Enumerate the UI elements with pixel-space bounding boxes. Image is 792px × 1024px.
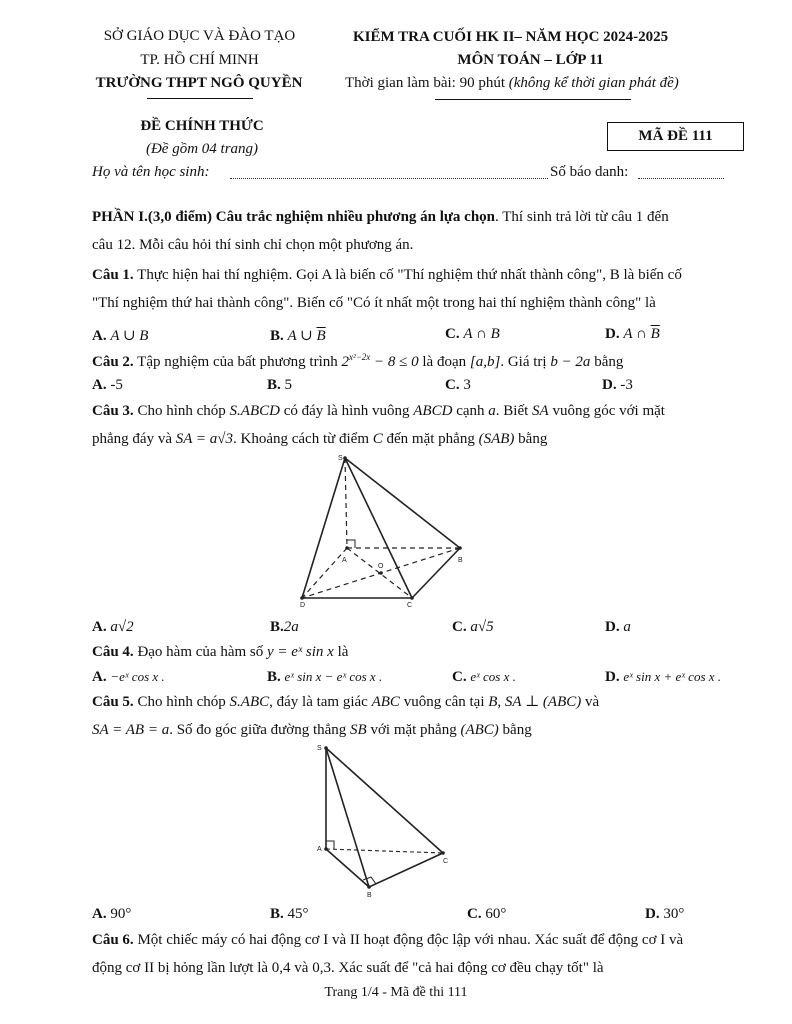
question-3: Câu 3. Cho hình chóp S.ABCD có đáy là hình vuông ABCD cạnh a. Biết SA vuông góc với mặt phẳng đáy và SA = a√3. Khoảng cách từ điểm C đến mặt phẳng (SAB) bằng (92, 403, 665, 447)
label-c: C (443, 858, 449, 865)
label-o: O (378, 563, 384, 570)
q4-option-c[interactable]: C. eˣ cos x . (452, 669, 516, 685)
q1-option-c[interactable]: C. A ∩ B (445, 326, 500, 342)
label-b: B (367, 892, 372, 899)
label-a: A (317, 846, 322, 853)
q5-option-b[interactable]: B. 45° (270, 906, 309, 922)
label-s: S (317, 745, 322, 752)
edge-sc (345, 458, 412, 598)
q4-option-a[interactable]: A. −eˣ cos x . (92, 669, 165, 685)
exam-code: MÃ ĐỀ 111 (638, 128, 713, 144)
q2-option-d[interactable]: D. -3 (602, 377, 633, 393)
header-right-rule (435, 99, 631, 100)
q5-option-c[interactable]: C. 60° (467, 906, 507, 922)
student-name-label: Họ và tên học sinh: (92, 164, 210, 180)
label-c: C (407, 602, 413, 609)
edge-sc (326, 748, 443, 853)
student-name-field[interactable] (230, 178, 548, 179)
q3-option-a[interactable]: A. a√2 (92, 619, 134, 635)
q1-option-d[interactable]: D. A ∩ $\overline{B}$ (605, 326, 660, 342)
q5-pyramid-figure (310, 740, 455, 900)
edge-sa (345, 458, 347, 548)
city-name: TP. HỒ CHÍ MINH (140, 52, 259, 68)
q5-option-d[interactable]: D. 30° (645, 906, 685, 922)
time-line: Thời gian làm bài: 90 phút (không kể thời gian phát đề) (345, 75, 679, 91)
question-6: Câu 6. Một chiếc máy có hai động cơ I và II hoạt động độc lập với nhau. Xác suất để động cơ I và động cơ II bị hỏng lần lượt là 0,4 và 0,3. Xác suất để "cả hai động cơ đều chạy tốt" là (92, 932, 684, 976)
edge-ac (326, 849, 443, 853)
edge-sb (345, 458, 460, 548)
student-id-field[interactable] (638, 178, 724, 179)
q5-option-a[interactable]: A. 90° (92, 906, 132, 922)
edge-sb (326, 748, 369, 887)
question-5: Câu 5. Cho hình chóp S.ABC, đáy là tam giác ABC vuông cân tại B, SA ⊥ (ABC) và SA = AB = a. Số đo góc giữa đường thẳng SB với mặt phẳng (ABC) bằng (92, 694, 600, 738)
official-label: ĐỀ CHÍNH THỨC (140, 118, 264, 134)
q2-option-a[interactable]: A. -5 (92, 377, 123, 393)
page-footer: Trang 1/4 - Mã đề thi 111 (324, 985, 468, 1000)
student-id-label: Số báo danh: (550, 164, 629, 180)
part1-title: PHẦN I.(3,0 điểm) Câu trắc nghiệm nhiều phương án lựa chọn (92, 209, 496, 225)
subject-line: MÔN TOÁN – LỚP 11 (457, 52, 604, 68)
q4-option-d[interactable]: D. eˣ sin x + eˣ cos x . (605, 669, 722, 685)
q3-option-d[interactable]: D. a (605, 619, 631, 635)
q2-option-b[interactable]: B. 5 (267, 377, 293, 393)
label-s: S (338, 455, 343, 462)
q1-option-a[interactable]: A. A ∪ B (92, 328, 149, 344)
header-left-rule (147, 98, 253, 99)
pages-note: (Đề gồm 04 trang) (145, 141, 259, 157)
question-1: Câu 1. Thực hiện hai thí nghiệm. Gọi A là biến cố "Thí nghiệm thứ nhất thành công", B là biến cố "Thí nghiệm thứ hai thành công". Biến cố "Có ít nhất một trong hai thí nghiệm thành công" là (92, 267, 682, 311)
dept-name: SỞ GIÁO DỤC VÀ ĐÀO TẠO (103, 28, 296, 44)
exam-code-box (607, 122, 744, 151)
edge-cb (412, 548, 460, 598)
q2-option-c[interactable]: C. 3 (445, 377, 471, 393)
q4-option-b[interactable]: B. eˣ sin x − eˣ cos x . (267, 669, 383, 685)
school-name: TRƯỜNG THPT NGÔ QUYỀN (95, 75, 303, 91)
exam-title: KIỂM TRA CUỐI HK II– NĂM HỌC 2024-2025 (353, 29, 669, 45)
question-4: Câu 4. Đạo hàm của hàm số y = eˣ sin x là (92, 644, 349, 660)
label-a: A (342, 557, 347, 564)
edge-ad (302, 548, 347, 598)
label-d: D (300, 602, 306, 609)
q1-option-b[interactable]: B. A ∪ $\overline{B}$ (270, 328, 326, 344)
q3-option-c[interactable]: C. a√5 (452, 619, 494, 635)
edge-sd (302, 458, 345, 598)
q3-pyramid-figure (290, 450, 475, 610)
label-b: B (458, 557, 463, 564)
edge-bc (369, 853, 443, 887)
q3-option-b[interactable]: B.2a (270, 619, 299, 635)
part1-intro: PHẦN I.(3,0 điểm) Câu trắc nghiệm nhiều phương án lựa chọn. Thí sinh trả lời từ câu 1 đến câu 12. Mỗi câu hỏi thí sinh chỉ chọn một phương án. (92, 209, 669, 253)
question-2: Câu 2. Tập nghiệm của bất phương trình $2^{x^2-2x} - 8 \le 0$ là đoạn [a,b]. Giá trị b − 2a bằng (92, 352, 624, 370)
